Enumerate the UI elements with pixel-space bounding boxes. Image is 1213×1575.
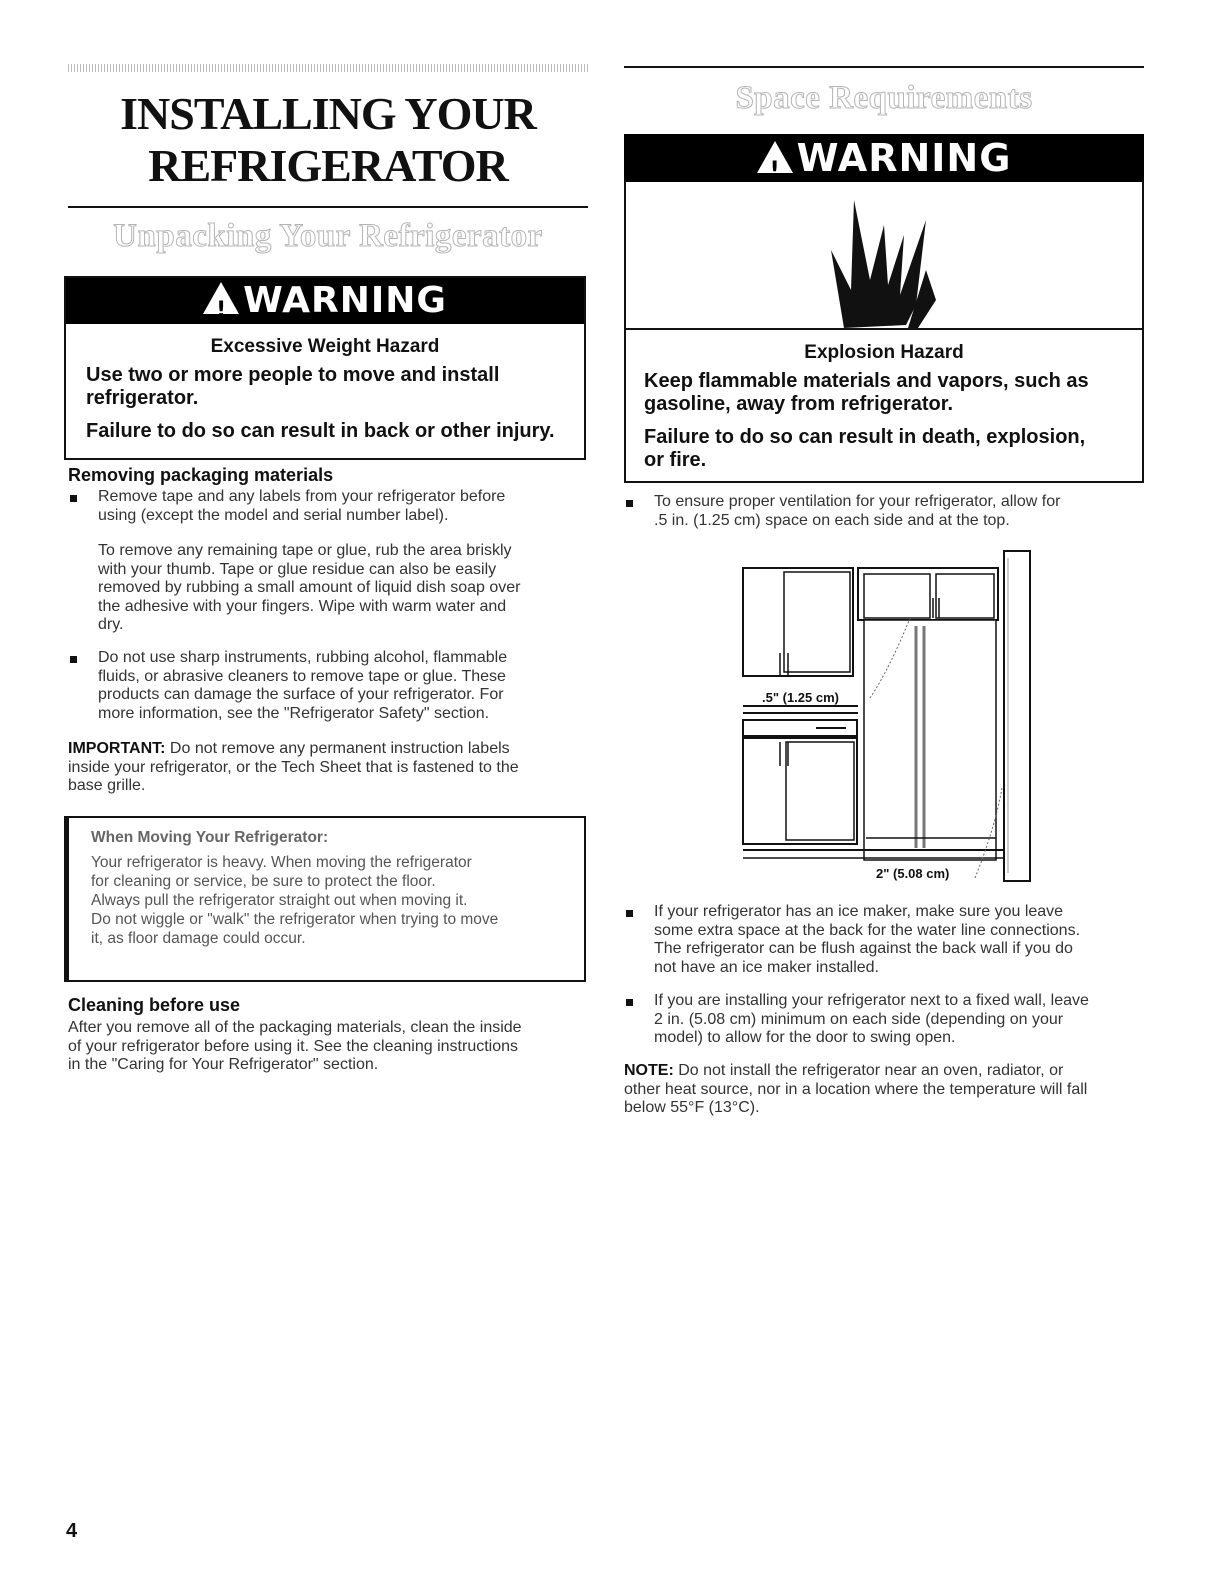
- text-line: If you are installing your refrigerator next to a fixed wall, leave: [654, 992, 1089, 1009]
- text-line: Your refrigerator is heavy. When moving the refrigerator: [91, 854, 472, 871]
- warning-triangle-icon: [203, 282, 239, 314]
- bullet-icon: [70, 656, 77, 663]
- text-line: Do not wiggle or "walk" the refrigerator when trying to move: [91, 911, 499, 928]
- side-clearance-label: .5" (1.25 cm): [762, 690, 839, 705]
- clearance-diagram: [740, 548, 1040, 893]
- important-label: IMPORTANT:: [68, 740, 166, 757]
- text-line: fluids, or abrasive cleaners to remove tape or glue. These: [98, 667, 506, 685]
- space-bullet-1: [654, 493, 1144, 530]
- unpacking-heading: Unpacking Your Refrigerator: [113, 218, 543, 254]
- space-bullet-2: [654, 903, 1144, 977]
- text-line: After you remove all of the packaging materials, clean the inside: [68, 1019, 522, 1036]
- title-divider: [68, 206, 588, 208]
- bullet-icon: [626, 910, 633, 917]
- hazard-title: Excessive Weight Hazard: [210, 336, 440, 357]
- text-line: Remove tape and any labels from your refrigerator before: [98, 488, 506, 505]
- text-line: Do not remove any permanent instruction labels: [165, 740, 510, 757]
- text-line: base grille.: [68, 777, 146, 794]
- text-line: inside your refrigerator, or the Tech Sheet that is fastened to the: [68, 758, 519, 776]
- text-line: with your thumb. Tape or glue residue can also be easily: [98, 560, 497, 578]
- warning-banner: [624, 134, 1144, 182]
- text-line: for cleaning or service, be sure to protect the floor.: [91, 873, 436, 890]
- moving-refrigerator-box: [64, 816, 586, 982]
- hazard-consequence-line-2: or fire.: [644, 449, 707, 471]
- text-line: removed by rubbing a small amount of liquid dish soap over: [98, 579, 521, 596]
- right-column-top-rule: [624, 66, 1144, 68]
- text-line: not have an ice maker installed.: [654, 958, 880, 976]
- page-title: [68, 88, 588, 192]
- text-line: products can damage the surface of your refrigerator. For: [98, 686, 504, 703]
- bullet-icon: [626, 500, 633, 507]
- hazard-consequence-line-1: Failure to do so can result in death, explosion,: [644, 426, 1086, 448]
- moving-box-heading: When Moving Your Refrigerator:: [91, 829, 329, 846]
- text-line: Do not use sharp instruments, rubbing alcohol, flammable: [98, 649, 508, 666]
- warning-label: WARNING: [243, 280, 447, 321]
- warning-label: WARNING: [796, 136, 1012, 180]
- warning-triangle-icon: [757, 141, 793, 173]
- weight-warning-box: [64, 276, 586, 460]
- text-line: other heat source, nor in a location where the temperature will fall: [624, 1080, 1088, 1098]
- removing-bullet-2: [98, 649, 588, 723]
- text-line: model) to allow for the door to swing open.: [654, 1029, 956, 1046]
- removing-packaging-heading: Removing packaging materials: [68, 465, 334, 485]
- text-line: To ensure proper ventilation for your refrigerator, allow for: [654, 493, 1061, 510]
- bullet-icon: [70, 495, 77, 502]
- removing-paragraph: [98, 542, 588, 635]
- text-line: it, as floor damage could occur.: [91, 930, 306, 947]
- text-line: the adhesive with your fingers. Wipe with warm water and: [98, 597, 507, 615]
- hazard-instruction-line-1: Keep flammable materials and vapors, such as: [644, 370, 1089, 392]
- text-line: .5 in. (1.25 cm) space on each side and at the top.: [654, 511, 1010, 529]
- text-line: of your refrigerator before using it. See the cleaning instructions: [68, 1037, 519, 1055]
- warning-banner: [66, 278, 584, 324]
- space-requirements-heading: Space Requirements: [735, 80, 1033, 116]
- space-bullet-3: [654, 992, 1144, 1048]
- back-clearance-label: 2" (5.08 cm): [876, 866, 950, 881]
- text-line: in the "Caring for Your Refrigerator" section.: [68, 1056, 379, 1073]
- explosion-warning-text: [624, 328, 1144, 483]
- top-decorative-rule: [68, 64, 588, 72]
- note-label: NOTE:: [624, 1062, 674, 1079]
- bullet-icon: [626, 999, 633, 1006]
- hazard-instruction-line-2: gasoline, away from refrigerator.: [644, 393, 953, 415]
- refrigerator-clearance-illustration: [740, 548, 1040, 893]
- text-line: Always pull the refrigerator straight out when moving it.: [91, 892, 468, 909]
- space-note: [624, 1062, 1144, 1118]
- explosion-icon-panel: [624, 180, 1144, 330]
- hazard-consequence: Failure to do so can result in back or other injury.: [86, 420, 555, 442]
- page-number: 4: [66, 1520, 78, 1542]
- hazard-instruction-line-2: refrigerator.: [86, 387, 199, 409]
- text-line: dry.: [98, 616, 124, 633]
- text-line: below 55°F (13°C).: [624, 1099, 760, 1116]
- page-title-line-2: REFRIGERATOR: [148, 140, 508, 191]
- text-line: more information, see the "Refrigerator Safety" section.: [98, 704, 490, 722]
- important-note: [68, 740, 588, 796]
- cleaning-paragraph: [68, 1019, 588, 1075]
- text-line: The refrigerator can be flush against the back wall if you do: [654, 940, 1073, 957]
- text-line: 2 in. (5.08 cm) minimum on each side (depending on your: [654, 1010, 1064, 1028]
- text-line: using (except the model and serial number label).: [98, 506, 449, 524]
- explosion-icon: [626, 180, 1142, 328]
- text-line: some extra space at the back for the water line connections.: [654, 921, 1081, 939]
- text-line: Do not install the refrigerator near an oven, radiator, or: [673, 1062, 1064, 1079]
- text-line: If your refrigerator has an ice maker, make sure you leave: [654, 903, 1064, 920]
- hazard-instruction-line-1: Use two or more people to move and install: [86, 364, 500, 386]
- removing-bullet-1: [98, 488, 588, 525]
- page-title-line-1: INSTALLING YOUR: [120, 88, 536, 139]
- hazard-title: Explosion Hazard: [804, 342, 964, 363]
- cleaning-heading: Cleaning before use: [68, 995, 241, 1015]
- text-line: To remove any remaining tape or glue, rub the area briskly: [98, 542, 512, 559]
